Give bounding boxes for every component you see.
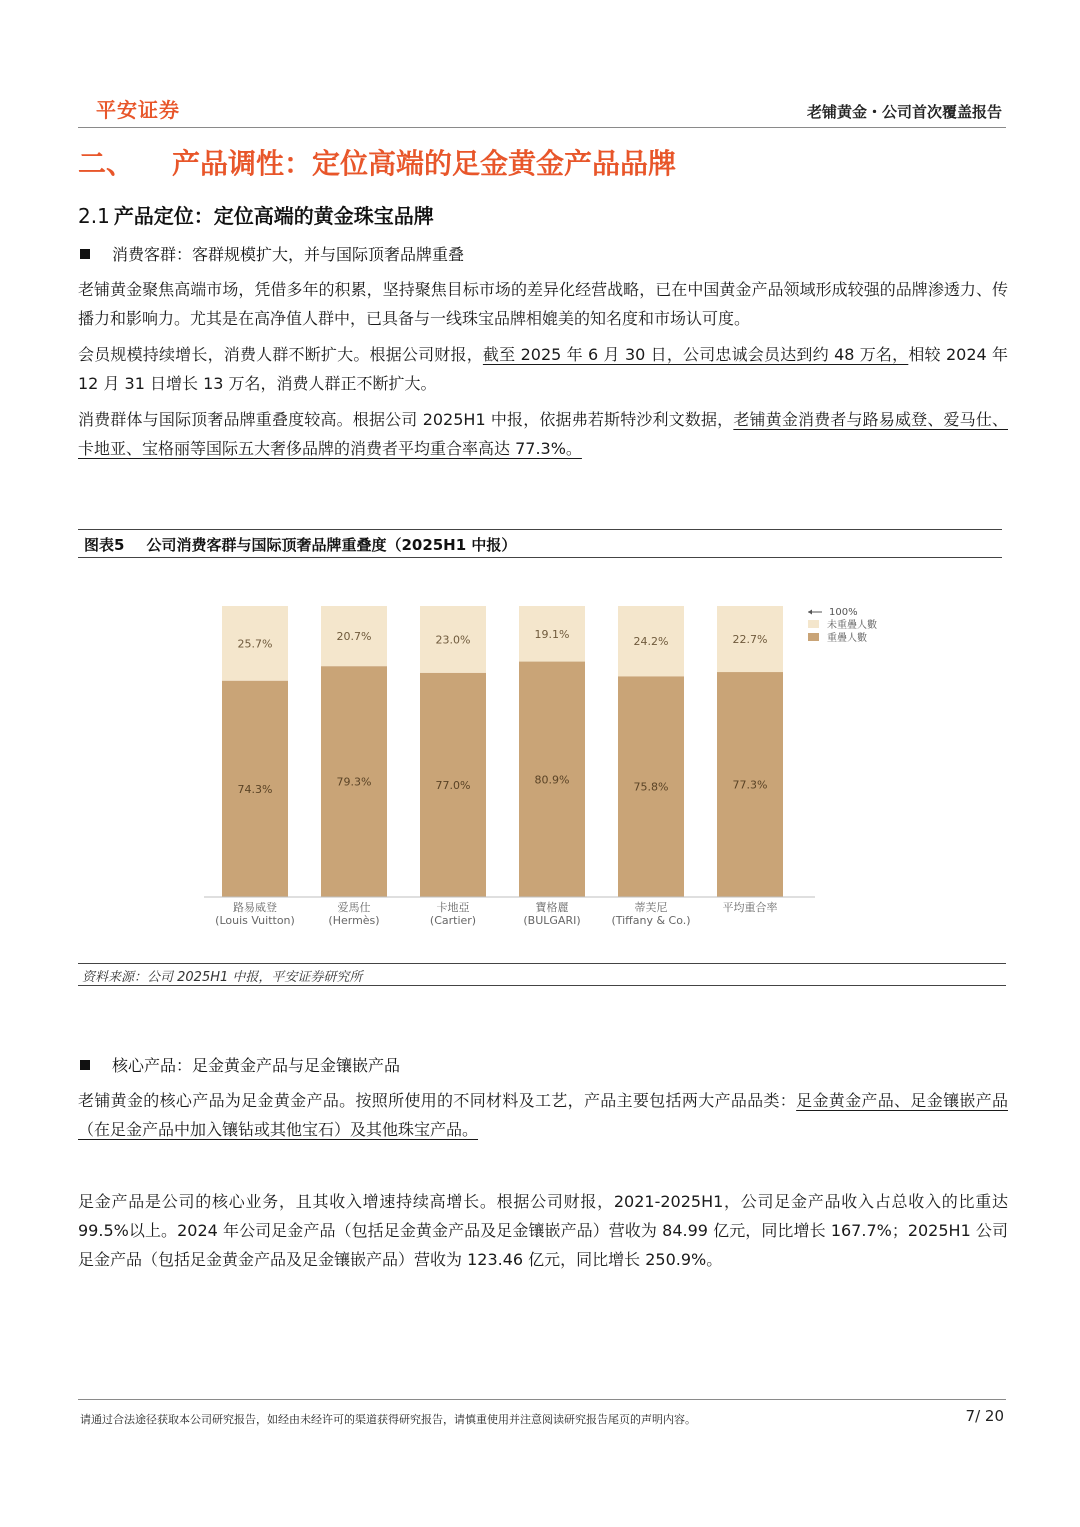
subsection-title: 产品定位：定位高端的黄金珠宝品牌 bbox=[113, 204, 434, 228]
x-tick-label-sub: (Cartier) bbox=[429, 914, 477, 927]
figure-title: 公司消费客群与国际顶奢品牌重叠度（2025H1 中报） bbox=[146, 536, 517, 554]
paragraph-revenue: 足金产品是公司的核心业务，且其收入增速持续高增长。根据公司财报，2021-2025H1，公司足金产品收入占总收入的比重达 99.5%以上。2024 年公司足金产品（包括足金黄金产品及足金镶嵌产品）营收为 84.99 亿元，同比增长 167.7%；2025H1 公司足金产品（包括足金黄金产品及足金镶嵌产品）营收为 123.46 亿元，同比增长 250.9%。 bbox=[78, 1192, 1008, 1269]
paragraph-market-position: 老铺黄金聚焦高端市场，凭借多年的积累，坚持聚焦目标市场的差异化经营战略，已在中国黄金产品领域形成较强的品牌渗透力、传播力和影响力。尤其是在高净值人群中，已具备与一线珠宝品牌相媲美的知名度和市场认可度。 bbox=[78, 280, 1008, 328]
x-tick-label: 爱馬仕 bbox=[337, 901, 371, 914]
section-number: 二、 bbox=[78, 147, 135, 180]
subsection-number: 2.1 bbox=[78, 204, 110, 228]
figure-caption-rule bbox=[78, 557, 1002, 558]
page-number: 7/ 20 bbox=[965, 1407, 1004, 1425]
source-top-rule bbox=[78, 963, 1006, 964]
bullet-text: 消费客群：客群规模扩大，并与国际顶奢品牌重叠 bbox=[112, 245, 465, 264]
paragraph-text: 相较 2024 年 12 月 31 日增长 13 万名，消费人群正不断扩大。 bbox=[78, 345, 1008, 393]
footer-divider bbox=[78, 1399, 1006, 1400]
underlined-text: 老铺黄金消费者与路易威登、爱马仕、卡地亚、宝格丽等国际五大奢侈品牌的消费者平均重合率高达 77.3%。 bbox=[78, 410, 1008, 458]
brand-logo: 平安证券 bbox=[96, 98, 180, 122]
bullet-square-icon bbox=[80, 249, 90, 259]
legend-entry: 未重疊人數 bbox=[827, 620, 877, 631]
data-label-overlap: 75.8% bbox=[633, 780, 669, 794]
section-heading bbox=[78, 142, 676, 182]
overlap-stacked-bar-chart bbox=[190, 590, 920, 940]
x-tick-label-sub: (Tiffany & Co.) bbox=[611, 914, 691, 927]
x-tick-label: 寶格麗 bbox=[535, 901, 569, 914]
data-label-non-overlap: 24.2% bbox=[633, 635, 669, 649]
x-tick-label-sub: (Louis Vuitton) bbox=[215, 914, 295, 927]
data-label-overlap: 77.0% bbox=[435, 778, 471, 792]
report-title: 老铺黄金・公司首次覆盖报告 bbox=[806, 103, 1002, 121]
bullet-heading-consumers bbox=[80, 242, 464, 265]
legend-arrow-icon bbox=[808, 610, 812, 615]
paragraph-text: 消费群体与国际顶奢品牌重叠度较高。根据公司 2025H1 中报，依据弗若斯特沙利文数据， bbox=[78, 410, 734, 429]
header-divider bbox=[78, 127, 1006, 128]
data-label-non-overlap: 19.1% bbox=[534, 627, 570, 641]
x-tick-label: 路易威登 bbox=[233, 901, 277, 914]
source-bottom-rule bbox=[78, 985, 1006, 986]
x-tick-label-sub: (BULGARI) bbox=[523, 914, 581, 927]
x-tick-label: 卡地亞 bbox=[436, 901, 470, 914]
legend-entry: 重疊人數 bbox=[827, 633, 867, 644]
paragraph-core-products bbox=[78, 1086, 1008, 1144]
subsection-heading bbox=[78, 200, 434, 229]
data-label-non-overlap: 23.0% bbox=[435, 633, 471, 647]
paragraph-text: 老铺黄金的核心产品为足金黄金产品。按照所使用的不同材料及工艺，产品主要包括两大产品品类： bbox=[78, 1091, 797, 1110]
data-label-non-overlap: 25.7% bbox=[237, 637, 273, 651]
data-label-overlap: 77.3% bbox=[732, 778, 768, 792]
x-tick-label-sub: (Hermès) bbox=[328, 914, 380, 927]
x-tick-label: 平均重合率 bbox=[722, 901, 778, 914]
data-label-non-overlap: 20.7% bbox=[336, 630, 372, 644]
figure-source: 资料来源：公司 2025H1 中报，平安证券研究所 bbox=[82, 970, 363, 985]
paragraph-text: 会员规模持续增长，消费人群不断扩大。根据公司财报， bbox=[78, 345, 483, 364]
data-label-overlap: 80.9% bbox=[534, 773, 570, 787]
paragraph-overlap bbox=[78, 405, 1008, 463]
bullet-text: 核心产品：足金黄金产品与足金镶嵌产品 bbox=[112, 1056, 401, 1075]
underlined-text: 足金黄金产品、足金镶嵌产品（在足金产品中加入镶钻或其他宝石）及其他珠宝产品。 bbox=[78, 1091, 1008, 1139]
figure-top-rule bbox=[78, 529, 1002, 530]
data-label-overlap: 74.3% bbox=[237, 782, 273, 796]
bullet-heading-products bbox=[80, 1053, 400, 1076]
data-label-non-overlap: 22.7% bbox=[732, 633, 768, 647]
figure-caption bbox=[84, 534, 516, 555]
section-title: 产品调性：定位高端的足金黄金产品品牌 bbox=[172, 147, 677, 180]
legend-total-label: 100% bbox=[829, 607, 858, 618]
bullet-square-icon bbox=[80, 1060, 90, 1070]
footer-disclaimer: 请通过合法途径获取本公司研究报告，如经由未经许可的渠道获得研究报告，请慎重使用并注意阅读研究报告尾页的声明内容。 bbox=[80, 1413, 696, 1426]
data-label-overlap: 79.3% bbox=[336, 775, 372, 789]
legend-swatch bbox=[808, 620, 819, 628]
figure-label: 图表5 bbox=[84, 536, 125, 554]
paragraph-membership bbox=[78, 340, 1008, 398]
underlined-text: 截至 2025 年 6 月 30 日，公司忠诚会员达到约 48 万名， bbox=[482, 345, 909, 364]
legend-swatch bbox=[808, 633, 819, 641]
x-tick-label: 蒂芙尼 bbox=[634, 901, 668, 914]
